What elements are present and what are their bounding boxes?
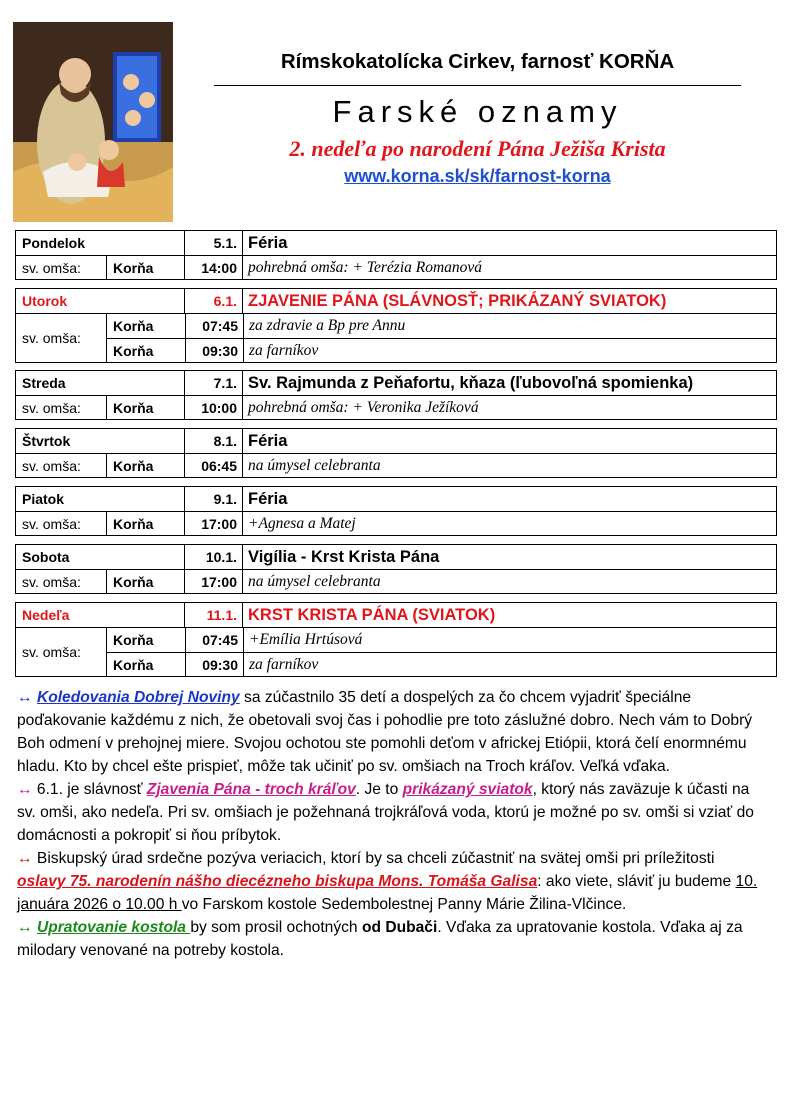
mass-place: Korňa bbox=[106, 512, 184, 535]
double-arrow-icon: ↔ bbox=[17, 689, 33, 706]
day-name: Nedeľa bbox=[22, 607, 70, 623]
day-block-wednesday bbox=[15, 370, 777, 420]
caroling-link[interactable]: Koledovania Dobrej Noviny bbox=[36, 689, 240, 706]
mass-label: sv. omša: bbox=[22, 330, 81, 346]
day-liturgy: Sv. Rajmunda z Peňafortu, kňaza (ľubovoľná spomienka) bbox=[242, 371, 776, 395]
announcement-text: sa zúčastnilo 35 detí a dospelých za čo chcem vyjadriť špeciálne poďakovanie každému z nich, že obetovali svoj čas i pohodlie pre toto záslužné dobro. Nech vám to Dobrý Boh odmení v prehojnej miere. Svojou ochotou ste pomohli deťom v africkej Etiópii, ktorá čelí enormnému hladu. Kto by chcel ešte prispieť, môže tak učiniť po sv. omšiach na Troch kráľov. Veľká vďaka. bbox=[17, 689, 753, 775]
day-liturgy: Féria bbox=[242, 487, 776, 511]
mass-intention: +Agnesa a Matej bbox=[242, 512, 776, 535]
event-date: 10. januára 2026 o 10.00 h bbox=[17, 873, 758, 913]
day-block-saturday bbox=[15, 544, 777, 594]
parish-name: Rímskokatolícka Cirkev, farnosť KORŇA bbox=[280, 50, 675, 73]
mass-place: Korňa bbox=[106, 396, 184, 419]
mass-intention: na úmysel celebranta bbox=[242, 570, 776, 593]
day-liturgy: KRST KRISTA PÁNA (SVIATOK) bbox=[242, 603, 776, 627]
double-arrow-icon: ↔ bbox=[17, 781, 33, 798]
mass-label: sv. omša: bbox=[22, 457, 81, 474]
page-title: Farské oznamy bbox=[332, 94, 623, 129]
double-arrow-icon: ↔ bbox=[17, 919, 33, 936]
mass-place: Korňa bbox=[106, 256, 184, 279]
day-block-monday bbox=[15, 230, 777, 280]
nativity-illustration bbox=[13, 22, 173, 222]
day-block-thursday bbox=[15, 428, 777, 478]
day-block-friday bbox=[15, 486, 777, 536]
announcement-cleaning bbox=[17, 916, 762, 962]
announcement-text: by som prosil ochotných bbox=[190, 919, 362, 936]
day-name: Piatok bbox=[22, 491, 65, 507]
announcement-text: Biskupský úrad srdečne pozýva veriacich, ktorí by sa chceli zúčastniť na svätej omši pri príležitosti bbox=[32, 850, 715, 867]
mass-place: Korňa bbox=[106, 454, 184, 477]
announcement-text: . Vďaka za upratovanie kostola. Vďaka aj za milodary venované na potreby kostola. bbox=[17, 919, 743, 959]
day-liturgy: Féria bbox=[242, 231, 776, 255]
announcement-epiphany bbox=[17, 778, 762, 847]
mass-label: sv. omša: bbox=[22, 259, 81, 276]
day-date: 9.1. bbox=[184, 487, 242, 511]
announcement-bishop bbox=[17, 847, 762, 916]
day-date: 11.1. bbox=[184, 603, 242, 627]
mass-place: Korňa bbox=[113, 632, 154, 648]
mass-intention: za farníkov bbox=[243, 339, 776, 362]
day-block-sunday bbox=[15, 602, 777, 677]
mass-intention: pohrebná omša: + Terézia Romanová bbox=[242, 256, 776, 279]
announcement-text: : ako viete, sláviť ju budeme bbox=[537, 873, 736, 890]
parish-website-link[interactable]: www.korna.sk/sk/farnost-korna bbox=[344, 166, 611, 186]
day-liturgy: Vigília - Krst Krista Pána bbox=[242, 545, 776, 569]
mass-time: 17:00 bbox=[184, 570, 242, 593]
mass-intention: pohrebná omša: + Veronika Ježíková bbox=[242, 396, 776, 419]
day-name: Utorok bbox=[22, 293, 68, 309]
day-name: Sobota bbox=[22, 549, 70, 565]
cleaning-group: od Dubači bbox=[361, 919, 438, 936]
mass-intention: za farníkov bbox=[243, 653, 776, 676]
mass-time: 14:00 bbox=[184, 256, 242, 279]
mass-place: Korňa bbox=[113, 656, 154, 673]
mass-label: sv. omša: bbox=[22, 515, 81, 532]
mass-label: sv. omša: bbox=[22, 573, 81, 590]
mass-time: 06:45 bbox=[184, 454, 242, 477]
mass-intention: za zdravie a Bp pre Annu bbox=[243, 314, 776, 338]
mass-time: 10:00 bbox=[184, 396, 242, 419]
day-date: 8.1. bbox=[184, 429, 242, 453]
day-date: 10.1. bbox=[184, 545, 242, 569]
mass-time: 07:45 bbox=[185, 314, 243, 338]
day-liturgy: Féria bbox=[242, 429, 776, 453]
mass-time: 17:00 bbox=[184, 512, 242, 535]
announcement-text: , ktorý nás zaväzuje k účasti na sv. omši, ako nedeľa. Pri sv. omšiach je požehnaná trojkráľová voda, ktorú je možné po sv. omši si vziať do domácnosti a pokropiť si ňou príbytok. bbox=[17, 781, 754, 844]
double-arrow-icon: ↔ bbox=[17, 850, 33, 867]
day-date: 7.1. bbox=[184, 371, 242, 395]
header-divider bbox=[214, 85, 741, 86]
mass-intention: na úmysel celebranta bbox=[242, 454, 776, 477]
day-name: Pondelok bbox=[22, 235, 86, 251]
day-block-tuesday bbox=[15, 288, 777, 363]
day-name: Štvrtok bbox=[22, 433, 71, 449]
mass-label: sv. omša: bbox=[22, 399, 81, 416]
day-name: Streda bbox=[22, 375, 66, 391]
bishop-anniversary-link[interactable]: oslavy 75. narodenín nášho diecézneho biskupa Mons. Tomáša Galisa bbox=[17, 873, 538, 890]
page-subtitle: 2. nedeľa po narodení Pána Ježiša Krista bbox=[289, 136, 666, 161]
mass-intention: +Emília Hrtúsová bbox=[243, 628, 776, 652]
announcements bbox=[17, 686, 762, 962]
mass-place: Korňa bbox=[113, 318, 154, 334]
announcement-text: 6.1. je slávnosť bbox=[32, 781, 147, 798]
mass-label: sv. omša: bbox=[22, 644, 81, 660]
mass-place: Korňa bbox=[106, 570, 184, 593]
day-date: 6.1. bbox=[184, 289, 242, 313]
mass-place: Korňa bbox=[113, 342, 154, 359]
mass-time: 07:45 bbox=[185, 628, 243, 652]
mass-time: 09:30 bbox=[185, 653, 243, 676]
epiphany-link[interactable]: Zjavenia Pána - troch kráľov bbox=[146, 781, 356, 798]
announcement-caroling bbox=[17, 686, 762, 778]
day-date: 5.1. bbox=[184, 231, 242, 255]
announcement-text: vo Farskom kostole Sedembolestnej Panny Márie Žilina-Vlčince. bbox=[181, 896, 627, 913]
day-liturgy: ZJAVENIE PÁNA (SLÁVNOSŤ; PRIKÁZANÝ SVIATOK) bbox=[242, 289, 776, 313]
announcement-text: . Je to bbox=[355, 781, 403, 798]
mass-time: 09:30 bbox=[185, 339, 243, 362]
church-cleaning-link[interactable]: Upratovanie kostola bbox=[36, 919, 191, 936]
holy-day-link[interactable]: prikázaný sviatok bbox=[402, 781, 533, 798]
